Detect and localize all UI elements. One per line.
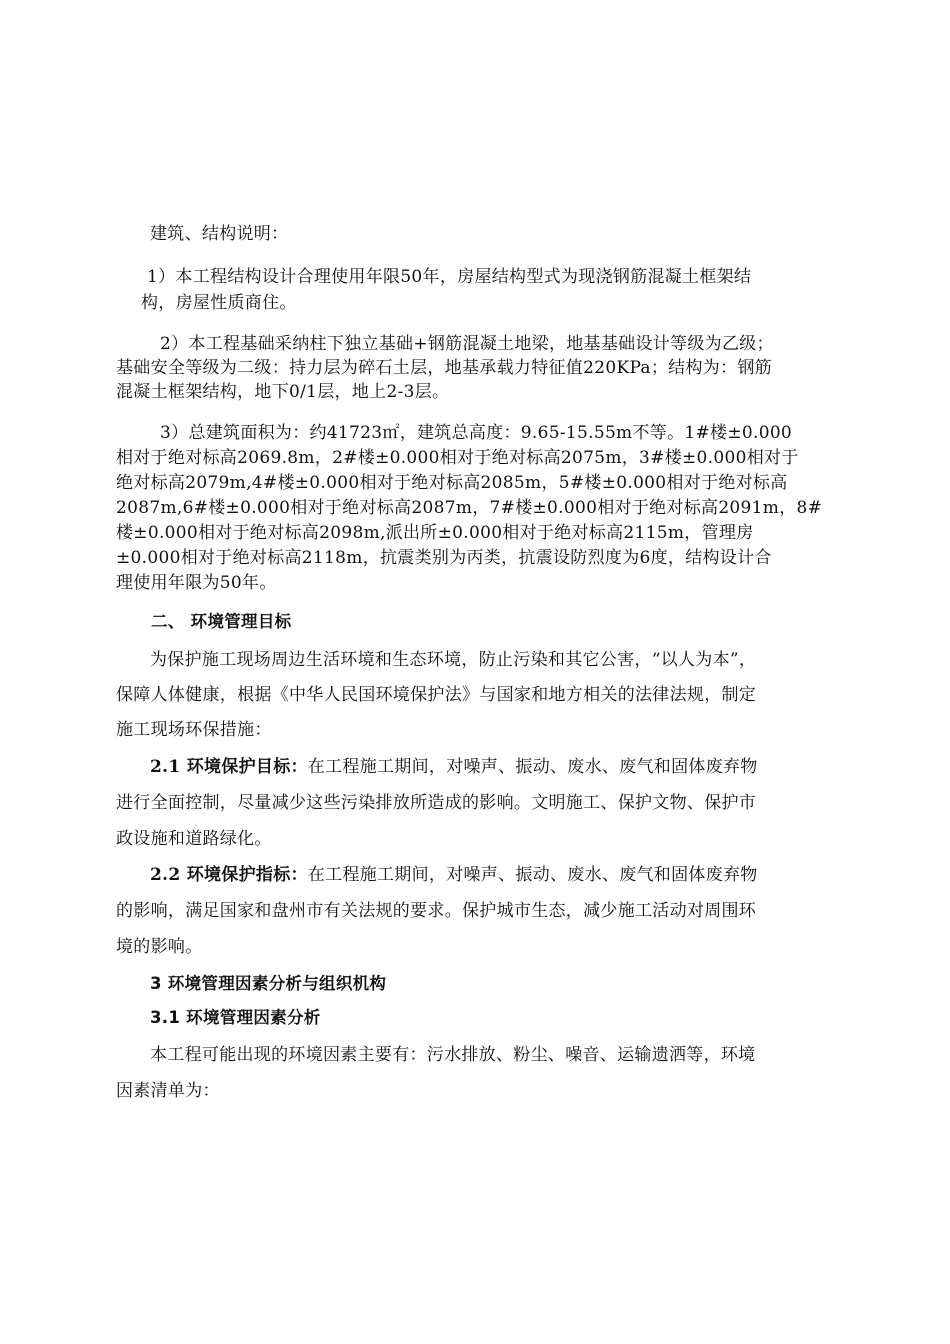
section-2-intro-line-3: 施工现场环保措施： [116,720,272,740]
section-3-1-line-2: 因素清单为： [116,1081,220,1101]
section-2-1-line-3: 政设施和道路绿化。 [116,829,272,849]
paragraph-1-line-1: 1）本工程结构设计合理使用年限50年，房屋结构型式为现浇钢筋混凝土框架结 [147,267,752,287]
paragraph-3-line-3: 绝对标高2079m,4#楼±0.000相对于绝对标高2085m，5#楼±0.000相对于绝对标高 [116,473,788,493]
section-2-2-text: 在工程施工期间，对噪声、振动、废水、废气和固体废弃物 [307,865,758,885]
paragraph-2-line-3: 混凝土框架结构，地下0/1层，地上2-3层。 [116,382,450,402]
section-3-1-title: 3.1 环境管理因素分析 [150,1008,321,1027]
paragraph-3-line-2: 相对于绝对标高2069.8m，2#楼±0.000相对于绝对标高2075m，3#楼±0.000相对于 [116,448,799,468]
paragraph-3-line-7: 理使用年限为50年。 [116,573,277,593]
paragraph-3-line-4: 2087m,6#楼±0.000相对于绝对标高2087m，7#楼±0.000相对于绝对标高2091m，8# [116,498,823,518]
section-2-1-line-1 [150,755,758,779]
paragraph-2-line-2: 基础安全等级为二级：持力层为碎石土层，地基承载力特征值220KPa；结构为：钢筋 [116,358,772,378]
section-3-title: 3 环境管理因素分析与组织机构 [150,974,387,993]
section-2-1-label: 2.1 环境保护目标： [150,757,308,777]
section-2-title: 二、 环境管理目标 [151,612,292,631]
section-2-2-label: 2.2 环境保护指标： [150,865,308,885]
section-2-2-line-2: 的影响，满足国家和盘州市有关法规的要求。保护城市生态，减少施工活动对周围环 [116,901,757,921]
section-2-2-line-1 [150,863,758,887]
paragraph-1-line-2: 构，房屋性质商住。 [141,293,297,313]
paragraph-3-line-5: 楼±0.000相对于绝对标高2098m,派出所±0.000相对于绝对标高2115m，管理房 [116,523,754,543]
section-2-intro-line-1: 为保护施工现场周边生活环境和生态环境，防止污染和其它公害，“以人为本”， [150,650,757,670]
paragraph-3-line-6: ±0.000相对于绝对标高2118m，抗震类别为丙类，抗震设防烈度为6度，结构设计合 [116,548,772,568]
paragraph-3-line-1: 3）总建筑面积为：约41723㎡，建筑总高度：9.65-15.55m不等。1#楼±0.000 [160,423,793,443]
section-2-1-text: 在工程施工期间，对噪声、振动、废水、废气和固体废弃物 [307,757,758,777]
section-3-1-line-1: 本工程可能出现的环境因素主要有：污水排放、粉尘、噪音、运输遗洒等，环境 [150,1045,756,1065]
section-2-intro-line-2: 保障人体健康，根据《中华人民国环境保护法》与国家和地方相关的法律法规，制定 [116,685,757,705]
paragraph-2-line-1: 2）本工程基础采纳柱下独立基础+钢筋混凝土地梁，地基基础设计等级为乙级； [160,334,774,354]
section-2-2-line-3: 境的影响。 [116,937,203,957]
section-2-1-line-2: 进行全面控制，尽量减少这些污染排放所造成的影响。文明施工、保护文物、保护市 [116,793,757,813]
heading-architecture: 建筑、结构说明： [150,224,289,244]
